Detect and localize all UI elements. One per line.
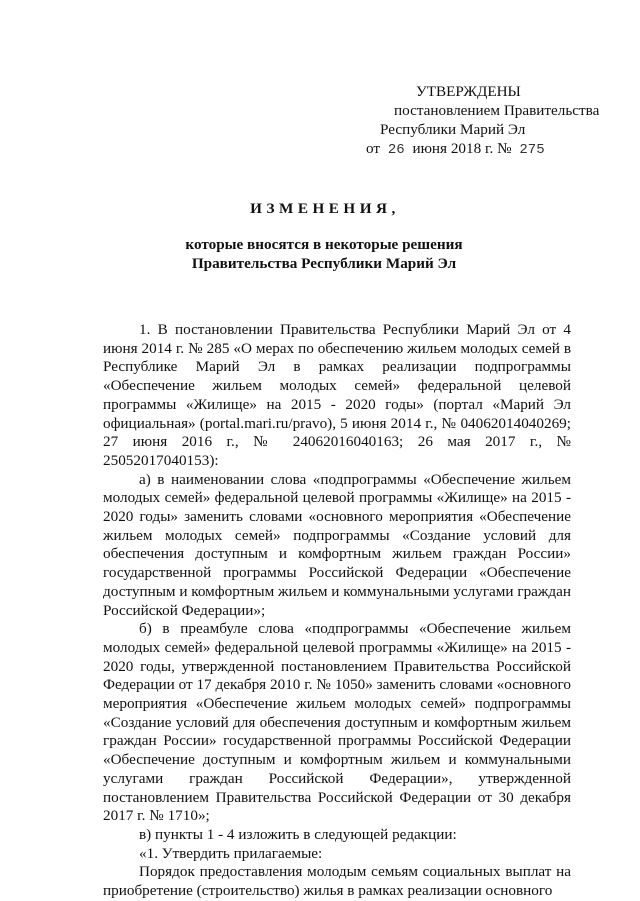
date-prefix: от: [366, 140, 381, 157]
paragraph-5: «1. Утвердить прилагаемые:: [139, 844, 323, 862]
handwritten-number: 275: [519, 142, 545, 158]
approval-date-line: [364, 139, 614, 160]
date-rest: июня 2018 г. №: [412, 140, 512, 157]
document-subtitle-line-2: Правительства Республики Марий Эл: [191, 255, 457, 272]
paragraph-3: б) в преамбуле слова «подпрограммы «Обеспечение жильем молодых семей» федеральной целевой программы «Жилище» на 2015 - 2020 годы, утвержденной постановлением Правительства Российской Федерации от 17 декабря 2010 г. № 1050» заменить словами «основного мероприятия «Обеспечение жильем молодых семей» подпрограммы «Создание условий для обеспечения доступным и комфортным жильем граждан России» государственной программы Российской Федерации «Обеспечение доступным и комфортным жильем и коммунальными услугами граждан Российской Федерации», утвержденной постановлением Правительства Российской Федерации от 30 декабря 2017 г. № 1710»;: [103, 620, 571, 825]
paragraph-2: а) в наименовании слова «подпрограммы «Обеспечение жильем молодых семей» федеральной целевой программы «Жилище» на 2015 - 2020 годы» заменить словами «основного мероприятия «Обеспечение жильем молодых семей» подпрограммы «Создание условий для обеспечения доступным и комфортным жильем граждан России» государственной программы Российской Федерации «Обеспечение доступным и комфортным жильем и коммунальными услугами граждан Российской Федерации»;: [103, 470, 571, 619]
paragraph-4: в) пункты 1 - 4 изложить в следующей редакции:: [139, 825, 457, 843]
approval-title: УТВЕРЖДЕНЫ: [416, 83, 521, 100]
document-title: ИЗМЕНЕНИЯ,: [250, 200, 400, 217]
paragraph-6: Порядок предоставления молодым семьям социальных выплат на приобретение (строительство) жилья в рамках реализации основного: [103, 863, 571, 900]
approval-line-1: постановлением Правительства: [394, 102, 600, 119]
approval-stamp: [364, 82, 614, 160]
handwritten-day: 26: [387, 142, 405, 158]
approval-line-2: Республики Марий Эл: [380, 121, 526, 138]
document-subtitle-line-1: которые вносятся в некоторые решения: [185, 236, 463, 253]
document-body: [103, 321, 571, 901]
paragraph-1: 1. В постановлении Правительства Республики Марий Эл от 4 июня 2014 г. № 285 «О мерах по обеспечению жильем молодых семей в Республике Марий Эл в рамках реализации подпрограммы «Обеспечение жильем молодых семей» федеральной целевой программы «Жилище» на 2015 - 2020 годы» (портал «Марий Эл официальная» (portal.mari.ru/pravo), 5 июня 2014 г., № 04062014040269; 27 июня 2016 г., № 24062016040163; 26 мая 2017 г., № 25052017040153):: [103, 321, 571, 469]
